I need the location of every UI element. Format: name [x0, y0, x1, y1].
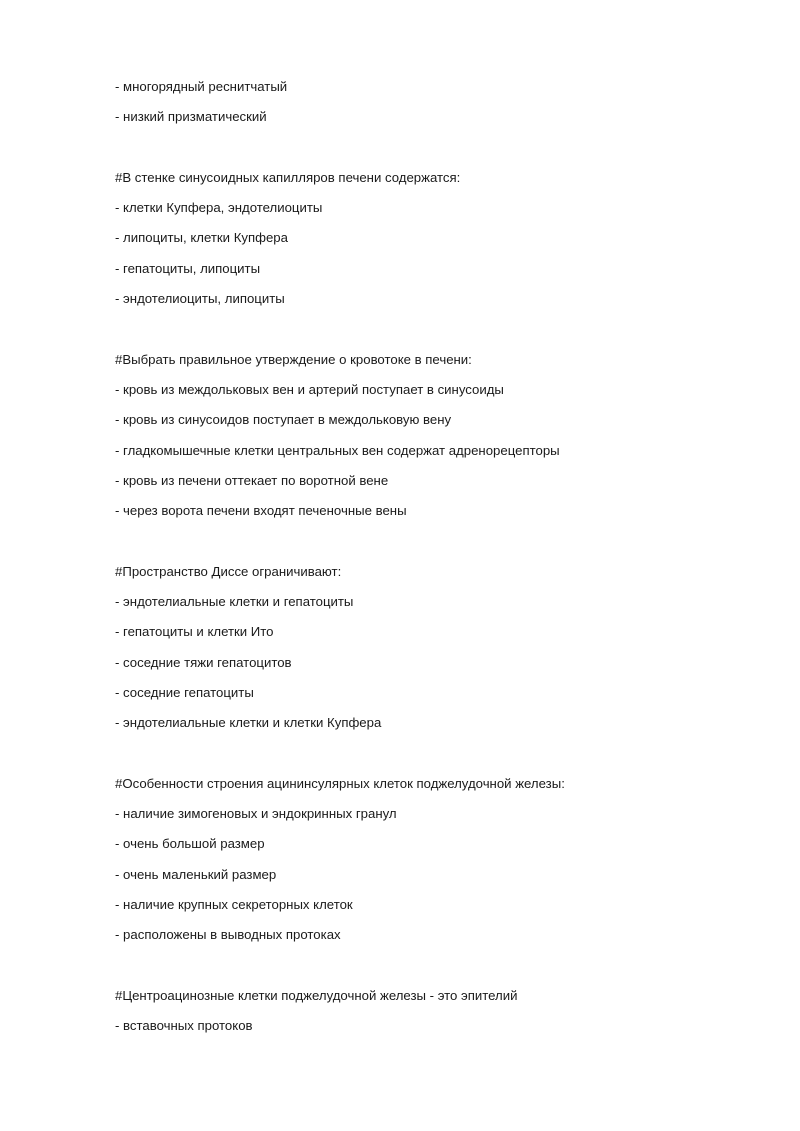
question-text: #Пространство Диссе ограничивают:: [115, 563, 342, 579]
answer-option: - гепатоциты и клетки Ито: [115, 624, 274, 640]
answer-option: - эндотелиоциты, липоциты: [115, 291, 285, 307]
answer-option: - кровь из синусоидов поступает в междольковую вену: [115, 412, 452, 428]
document-content: [115, 72, 755, 1042]
answer-option: - липоциты, клетки Купфера: [115, 230, 288, 246]
answer-option: - через ворота печени входят печеночные вены: [115, 503, 407, 519]
answer-option: - очень маленький размер: [115, 866, 277, 882]
question-text: #Особенности строения ацининсулярных клеток поджелудочной железы:: [115, 775, 565, 791]
answer-option: - многорядный реснитчатый: [115, 79, 288, 94]
answer-option: - кровь из печени оттекает по воротной вене: [115, 472, 389, 488]
answer-option: - соседние тяжи гепатоцитов: [115, 654, 292, 670]
answer-option: - клетки Купфера, эндотелиоциты: [115, 200, 323, 216]
answer-option: - наличие зимогеновых и эндокринных гранул: [115, 806, 397, 822]
question-text: #В стенке синусоидных капилляров печени содержатся:: [115, 169, 461, 185]
answer-option: - гепатоциты, липоциты: [115, 260, 261, 276]
question-block: [115, 769, 755, 951]
answer-option: - гладкомышечные клетки центральных вен содержат адренорецепторы: [115, 442, 560, 458]
answer-option: - кровь из междольковых вен и артерий поступает в синусоиды: [115, 381, 504, 397]
question-block: [115, 557, 755, 739]
answer-option: - низкий призматический: [115, 109, 267, 125]
continuation-options: [115, 72, 755, 133]
answer-option: - наличие крупных секреторных клеток: [115, 897, 353, 913]
question-block: [115, 163, 755, 314]
question-text: #Центроацинозные клетки поджелудочной железы - это эпителий: [115, 987, 518, 1003]
answer-option: - вставочных протоков: [115, 1018, 253, 1034]
question-block: [115, 345, 755, 527]
question-text: #Выбрать правильное утверждение о кровотоке в печени:: [115, 351, 472, 367]
answer-option: - эндотелиальные клетки и гепатоциты: [115, 594, 354, 610]
answer-option: - эндотелиальные клетки и клетки Купфера: [115, 715, 382, 731]
answer-option: - соседние гепатоциты: [115, 684, 254, 700]
question-block: [115, 981, 755, 1042]
answer-option: - расположены в выводных протоках: [115, 927, 341, 943]
answer-option: - очень большой размер: [115, 836, 265, 852]
